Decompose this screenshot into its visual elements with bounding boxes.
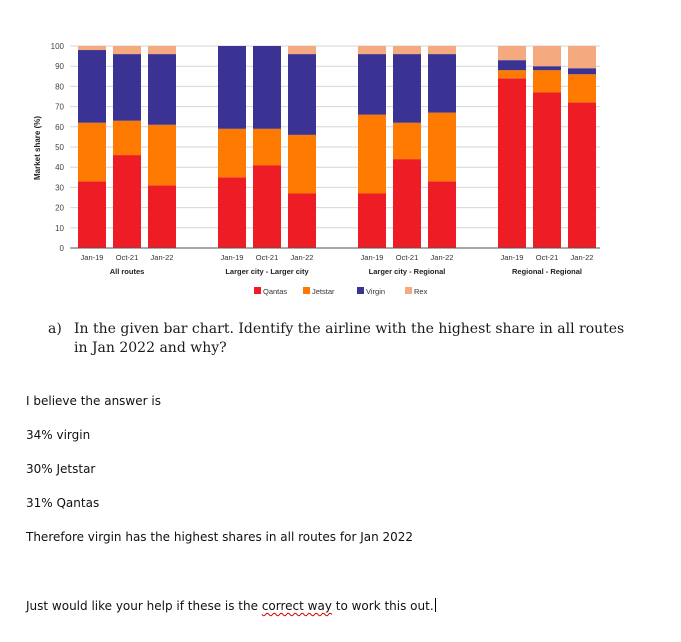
legend-label: Virgin	[366, 287, 386, 296]
answer-line-virgin: 34% virgin	[26, 428, 91, 442]
y-tick-label: 80	[55, 82, 64, 92]
y-tick-label: 0	[59, 244, 64, 253]
bar-segment-virgin	[218, 46, 246, 129]
spellcheck-flagged-text[interactable]: correct way	[261, 599, 332, 613]
x-tick-label: Jan-19	[360, 253, 384, 262]
x-axis-labels	[81, 253, 594, 276]
bar-segment-rex	[113, 46, 141, 54]
legend-swatch-rex	[405, 287, 412, 294]
bar-segment-jetstar	[533, 70, 561, 92]
x-tick-label: Jan-22	[430, 253, 454, 262]
bar-segment-qantas	[148, 185, 176, 248]
y-tick-label: 30	[55, 183, 64, 193]
answer-line-jetstar: 30% Jetstar	[26, 462, 96, 476]
group-label: Regional - Regional	[511, 267, 583, 276]
group-label: All routes	[109, 267, 145, 276]
closing-text-start: Just would like your help if these is the	[26, 599, 262, 613]
bar-segment-rex	[428, 46, 456, 54]
y-tick-label: 20	[55, 203, 64, 213]
bar-segment-rex	[393, 46, 421, 54]
bar-segment-qantas	[533, 92, 561, 248]
bar-segment-jetstar	[148, 125, 176, 186]
bar-segment-qantas	[113, 155, 141, 248]
bar-segment-qantas	[218, 177, 246, 248]
bar-segment-jetstar	[428, 113, 456, 182]
bar-segment-jetstar	[498, 70, 526, 78]
bar-segment-jetstar	[393, 123, 421, 159]
x-tick-label: Jan-22	[570, 253, 594, 262]
y-tick-label: 50	[55, 143, 64, 152]
group-label: Larger city - Regional	[368, 267, 446, 276]
bar-segment-jetstar	[568, 74, 596, 102]
x-tick-label: Jan-19	[80, 253, 104, 262]
bar-segment-jetstar	[358, 115, 386, 194]
legend-label: Qantas	[263, 287, 288, 296]
legend-label: Rex	[414, 287, 428, 296]
bar-segment-virgin	[78, 50, 106, 123]
bar-segment-jetstar	[78, 123, 106, 182]
bar-segment-rex	[288, 46, 316, 54]
bar-segment-jetstar	[218, 129, 246, 177]
answer-intro: I believe the answer is	[26, 394, 161, 408]
answer-line-qantas: 31% Qantas	[26, 496, 100, 510]
bar-segment-virgin	[428, 54, 456, 113]
bar-segment-virgin	[393, 54, 421, 123]
bar-segment-jetstar	[113, 121, 141, 155]
bar-segment-virgin	[253, 46, 281, 129]
legend-swatch-virgin	[357, 287, 364, 294]
bar-segment-rex	[568, 46, 596, 68]
x-tick-label: Oct-21	[255, 253, 279, 262]
bar-segment-jetstar	[288, 135, 316, 194]
legend-swatch-jetstar	[303, 287, 310, 294]
bar-segment-jetstar	[253, 129, 281, 165]
x-tick-label: Jan-19	[500, 253, 524, 262]
bar-segment-rex	[498, 46, 526, 60]
bar-segment-rex	[78, 46, 106, 50]
bar-segment-qantas	[78, 181, 106, 248]
bar-segment-qantas	[498, 78, 526, 248]
answer-closing[interactable]	[26, 598, 436, 613]
y-tick-label: 70	[55, 102, 64, 112]
bar-segment-virgin	[288, 54, 316, 135]
question-label: a)	[48, 321, 62, 337]
chart-legend	[254, 287, 428, 296]
closing-text-end: to work this out.	[331, 599, 434, 613]
bar-segment-virgin	[113, 54, 141, 121]
y-tick-label: 90	[55, 62, 64, 72]
x-tick-label: Oct-21	[115, 253, 139, 262]
bar-segment-virgin	[498, 60, 526, 70]
y-tick-label: 100	[50, 42, 64, 51]
text-cursor	[435, 598, 436, 612]
x-tick-label: Jan-22	[150, 253, 174, 262]
bar-segment-virgin	[533, 66, 561, 70]
legend-swatch-qantas	[254, 287, 261, 294]
bar-segment-virgin	[568, 68, 596, 74]
group-label: Larger city - Larger city	[225, 267, 309, 276]
x-tick-label: Jan-19	[220, 253, 244, 262]
y-tick-label: 10	[55, 223, 64, 233]
bar-segment-qantas	[288, 193, 316, 248]
bar-segment-qantas	[393, 159, 421, 248]
bar-segment-virgin	[148, 54, 176, 125]
y-tick-label: 60	[55, 122, 64, 132]
x-tick-label: Jan-22	[290, 253, 314, 262]
bar-segment-rex	[148, 46, 176, 54]
bar-segment-qantas	[253, 165, 281, 248]
legend-label: Jetstar	[312, 287, 335, 296]
bar-segment-virgin	[358, 54, 386, 115]
y-tick-label: 40	[55, 163, 64, 173]
bar-segment-qantas	[428, 181, 456, 248]
x-tick-label: Oct-21	[395, 253, 419, 262]
bar-segment-qantas	[358, 193, 386, 248]
answer-conclusion: Therefore virgin has the highest shares in all routes for Jan 2022	[26, 530, 414, 544]
y-axis-label: Market share (%)	[33, 115, 42, 181]
x-tick-label: Oct-21	[535, 253, 559, 262]
question-text: In the given bar chart. Identify the airline with the highest share in all routes in Jan 2022 and why?	[74, 321, 625, 356]
market-share-chart	[0, 0, 681, 310]
y-axis-ticks	[51, 42, 65, 253]
bar-segment-qantas	[568, 103, 596, 248]
bar-segment-rex	[358, 46, 386, 54]
bar-segment-rex	[533, 46, 561, 66]
